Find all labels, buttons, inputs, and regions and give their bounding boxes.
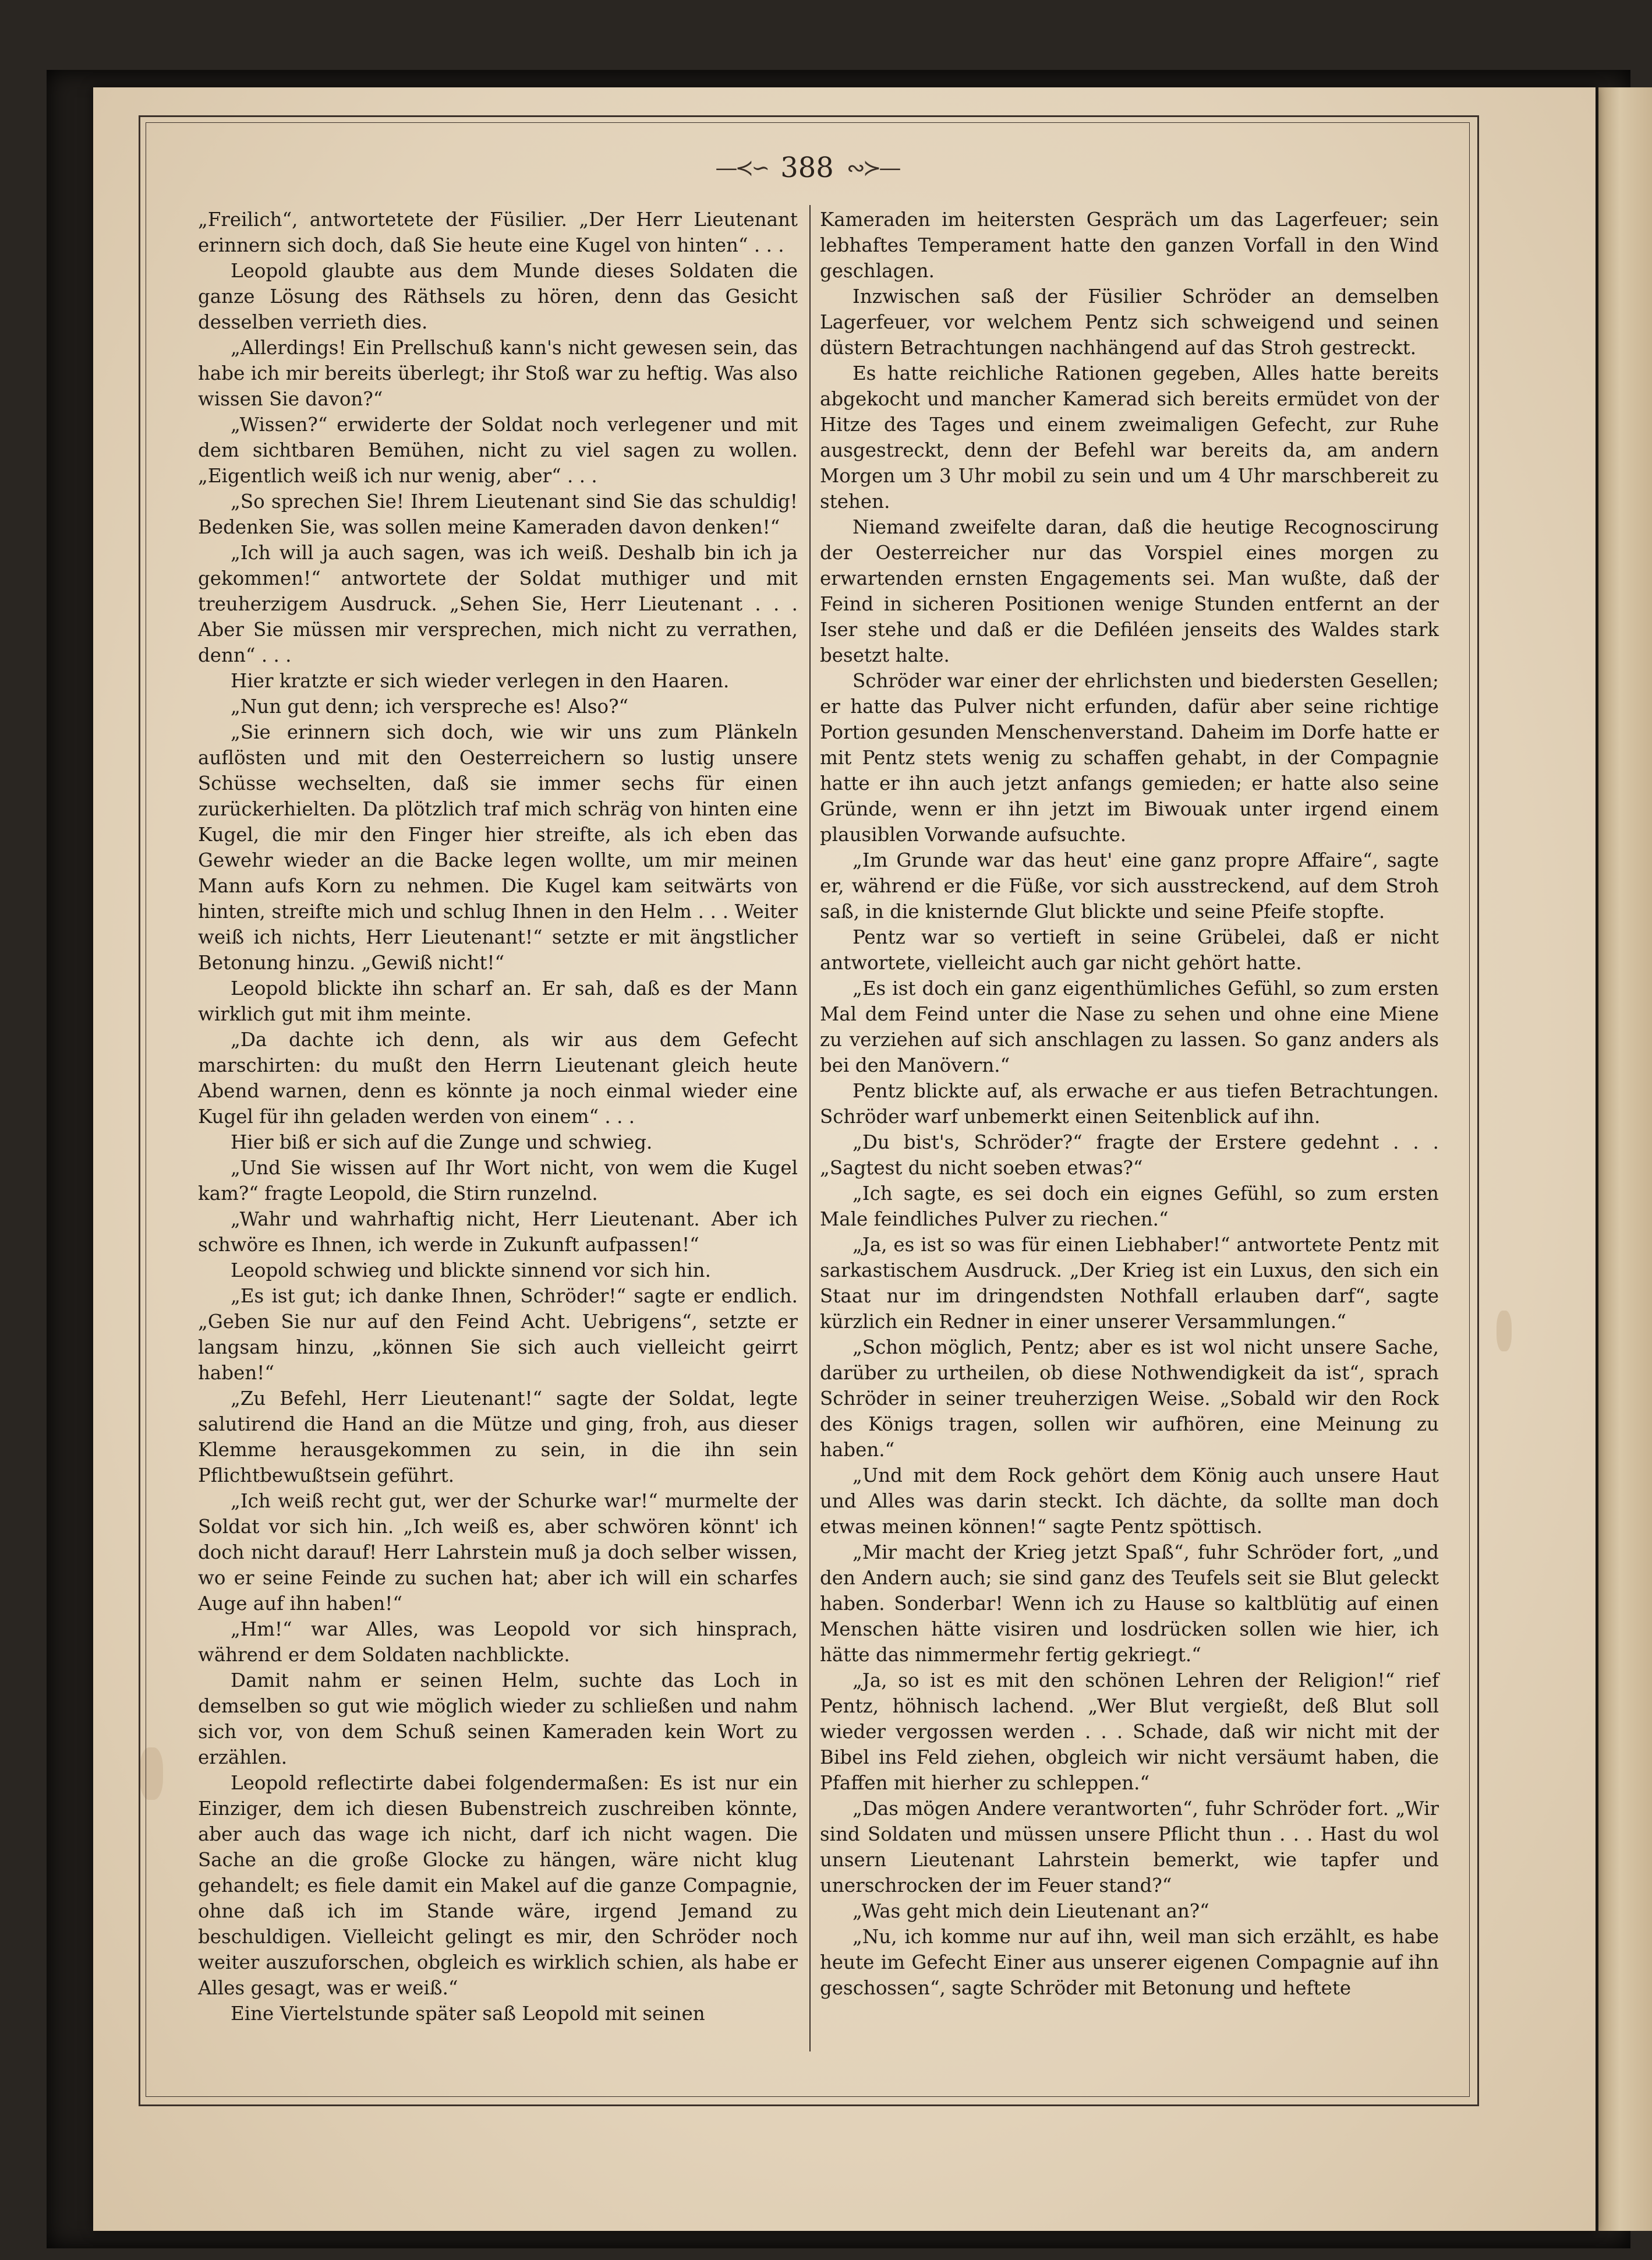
- paragraph: „Nu, ich komme nur auf ihn, weil man sich erzählt, es habe heute im Gefecht Einer aus unserer eigenen Compagnie auf ihn geschossen“, sagte Schröder mit Betonung und heftete: [820, 1926, 1439, 1999]
- paragraph: Niemand zweifelte daran, daß die heutige Recognoscirung der Oesterreicher nur das Vorspiel eines morgen zu erwartenden ernsten Engagements sei. Man wußte, daß der Feind in sicheren Positionen wenige Stunden entfernt an der Iser stehe und daß er die Defiléen jenseits des Waldes stark besetzt halte.: [820, 516, 1439, 666]
- paragraph: Leopold schwieg und blickte sinnend vor sich hin.: [231, 1259, 711, 1281]
- left-column: [198, 207, 798, 2026]
- paragraph: Hier biß er sich auf die Zunge und schwieg.: [231, 1131, 653, 1153]
- paragraph: „Und mit dem Rock gehört dem König auch unsere Haut und Alles was darin steckt. Ich dächte, da sollte man doch etwas meinen können!“ sagte Pentz spöttisch.: [820, 1464, 1439, 1538]
- page-header: [146, 144, 1469, 191]
- paragraph: „Ich will ja auch sagen, was ich weiß. Deshalb bin ich ja gekommen!“ antwortete der Soldat muthiger und mit treuherzigem Ausdruck. „Sehen Sie, Herr Lieutenant . . . Aber Sie müssen mir versprechen, mich nicht zu verrathen, denn“ . . .: [198, 542, 798, 666]
- paragraph: Es hatte reichliche Rationen gegeben, Alles hatte bereits abgekocht und mancher Kamerad sich bereits ermüdet von der Hitze des Tages und einem zweimaligen Gefecht, zur Ruhe ausgestreckt, denn der Befehl war bereits da, am andern Morgen um 3 Uhr mobil zu sein und um 4 Uhr marschbereit zu stehen.: [820, 362, 1439, 513]
- paragraph: Damit nahm er seinen Helm, suchte das Loch in demselben so gut wie möglich wieder zu schließen und nahm sich vor, von dem Schuß seinen Kameraden kein Wort zu erzählen.: [198, 1669, 798, 1768]
- paragraph: „Du bist's, Schröder?“ fragte der Erstere gedehnt . . . „Sagtest du nicht soeben etwas?“: [820, 1131, 1439, 1179]
- column-divider: [809, 205, 811, 2051]
- ornament-right: ∾≻—: [846, 155, 899, 181]
- paragraph: Hier kratzte er sich wieder verlegen in den Haaren.: [231, 670, 730, 692]
- paragraph: „Ich weiß recht gut, wer der Schurke war!“ murmelte der Soldat vor sich hin. „Ich weiß es, aber schwören könnt' ich doch nicht darauf! Herr Lahrstein muß ja doch selber wissen, wo er seine Feinde zu suchen hat; aber ich will ein scharfes Auge auf ihn haben!“: [198, 1490, 798, 1615]
- paragraph: „Sie erinnern sich doch, wie wir uns zum Plänkeln auflösten und mit den Oesterreichern so lustig unsere Schüsse wechselten, daß sie immer sechs für einen zurückerhielten. Da plötzlich traf mich schräg von hinten eine Kugel, die mir den Finger hier streifte, als ich eben das Gewehr wieder an die Backe legen wollte, um mir meinen Mann aufs Korn zu nehmen. Die Kugel kam seitwärts von hinten, streifte mich und schlug Ihnen in den Helm . . . Weiter weiß ich nichts, Herr Lieutenant!“ setzte er mit ängstlicher Betonung hinzu. „Gewiß nicht!“: [198, 721, 798, 974]
- paragraph: Kameraden im heitersten Gespräch um das Lagerfeuer; sein lebhaftes Temperament hatte den ganzen Vorfall in den Wind geschlagen.: [820, 209, 1439, 282]
- paragraph: „Im Grunde war das heut' eine ganz propre Affaire“, sagte er, während er die Füße, vor sich ausstreckend, auf dem Stroh saß, in die knisternde Glut blickte und seine Pfeife stopfte.: [820, 849, 1439, 923]
- paragraph: „Wissen?“ erwiderte der Soldat noch verlegener und mit dem sichtbaren Bemühen, nicht zu viel sagen zu wollen. „Eigentlich weiß ich nur wenig, aber“ . . .: [198, 414, 798, 487]
- paragraph: „Es ist gut; ich danke Ihnen, Schröder!“ sagte er endlich. „Geben Sie nur auf den Feind Acht. Uebrigens“, setzte er langsam hinzu, „können Sie sich auch vielleicht geirrt haben!“: [198, 1285, 798, 1384]
- paragraph: „Schon möglich, Pentz; aber es ist wol nicht unsere Sache, darüber zu urtheilen, ob diese Nothwendigkeit da ist“, sprach Schröder in seiner treuherzigen Weise. „Sobald wir den Rock des Königs tragen, sollen wir aufhören, eine Meinung zu haben.“: [820, 1336, 1439, 1461]
- paragraph: „Ja, es ist so was für einen Liebhaber!“ antwortete Pentz mit sarkastischem Ausdruck. „Der Krieg ist ein Luxus, den sich ein Staat nur im dringendsten Nothfall erlauben darf“, sagte kürzlich ein Redner in einer unserer Versammlungen.“: [820, 1234, 1439, 1333]
- paragraph: „Hm!“ war Alles, was Leopold vor sich hinsprach, während er dem Soldaten nachblickte.: [198, 1618, 798, 1666]
- paragraph: Leopold reflectirte dabei folgendermaßen: Es ist nur ein Einziger, dem ich diesen Bubenstreich zuschreiben könnte, aber auch das wage ich nicht, darf ich nicht wagen. Die Sache an die große Glocke zu hängen, wäre nicht klug gehandelt; es fiele damit ein Makel auf die ganze Compagnie, ohne daß ich im Stande wäre, irgend Jemand zu beschuldigen. Vielleicht gelingt es mir, den Schröder noch weiter auszuforschen, obgleich es wirklich schien, als habe er Alles gesagt, was er weiß.“: [198, 1772, 798, 1999]
- paragraph: Pentz blickte auf, als erwache er aus tiefen Betrachtungen. Schröder warf unbemerkt einen Seitenblick auf ihn.: [820, 1080, 1439, 1128]
- paragraph: „Es ist doch ein ganz eigenthümliches Gefühl, so zum ersten Mal dem Feind unter die Nase zu sehen und ohne eine Miene zu verziehen auf sich anschlagen zu lassen. So ganz anders als bei den Manövern.“: [820, 977, 1439, 1076]
- paper-stain: [1497, 1311, 1512, 1351]
- paragraph: „Wahr und wahrhaftig nicht, Herr Lieutenant. Aber ich schwöre es Ihnen, ich werde in Zukunft aufpassen!“: [198, 1208, 798, 1256]
- paragraph: Inzwischen saß der Füsilier Schröder an demselben Lagerfeuer, vor welchem Pentz sich schweigend und seinen düstern Betrachtungen nachhängend auf das Stroh gestreckt.: [820, 285, 1439, 359]
- page-number: 388: [780, 151, 834, 184]
- paragraph: „Und Sie wissen auf Ihr Wort nicht, von wem die Kugel kam?“ fragte Leopold, die Stirn runzelnd.: [198, 1157, 798, 1205]
- paragraph: Pentz war so vertieft in seine Grübelei, daß er nicht antwortete, vielleicht auch gar nicht gehört hatte.: [820, 926, 1439, 974]
- ornament-left: —≺∽: [715, 155, 768, 181]
- paragraph: „Zu Befehl, Herr Lieutenant!“ sagte der Soldat, legte salutirend die Hand an die Mütze und ging, froh, aus dieser Klemme herausgekommen zu sein, in die ihn sein Pflichtbewußtsein geführt.: [198, 1387, 798, 1486]
- paragraph: „Ich sagte, es sei doch ein eignes Gefühl, so zum ersten Male feindliches Pulver zu riechen.“: [820, 1182, 1439, 1230]
- paragraph: „Was geht mich dein Lieutenant an?“: [852, 1900, 1209, 1922]
- paragraph: Leopold glaubte aus dem Munde dieses Soldaten die ganze Lösung des Räthsels zu hören, denn das Gesicht desselben verrieth dies.: [198, 260, 798, 333]
- paragraph: Eine Viertelstunde später saß Leopold mit seinen: [231, 2003, 705, 2025]
- paragraph: „Nun gut denn; ich verspreche es! Also?“: [231, 695, 629, 718]
- paragraph: „Ja, so ist es mit den schönen Lehren der Religion!“ rief Pentz, höhnisch lachend. „Wer Blut vergießt, deß Blut soll wieder vergossen werden . . . Schade, daß wir nicht mit der Bibel ins Feld ziehen, obgleich wir nicht versäumt haben, die Pfaffen mit hierher zu schleppen.“: [820, 1669, 1439, 1794]
- paragraph: Schröder war einer der ehrlichsten und biedersten Gesellen; er hatte das Pulver nicht erfunden, dafür aber seine richtige Portion gesunden Menschenverstand. Daheim im Dorfe hatte er mit Pentz stets wenig zu schaffen gehabt, in der Compagnie hatte er ihn auch jetzt anfangs gemieden; er hatte also seine Gründe, wenn er ihn jetzt im Biwouak unter irgend einem plausiblen Vorwande aufsuchte.: [820, 670, 1439, 846]
- paragraph: „Mir macht der Krieg jetzt Spaß“, fuhr Schröder fort, „und den Andern auch; sie sind ganz des Teufels seit sie Blut geleckt haben. Sonderbar! Wenn ich zu Hause so kaltblütig auf einen Menschen hätte visiren und losdrücken sollen wie hier, ich hätte das nimmermehr fertig gekriegt.“: [820, 1541, 1439, 1666]
- paragraph: „Freilich“, antwortetete der Füsilier. „Der Herr Lieutenant erinnern sich doch, daß Sie heute eine Kugel von hinten“ . . .: [198, 209, 798, 256]
- paragraph: „Da dachte ich denn, als wir aus dem Gefecht marschirten: du mußt den Herrn Lieutenant gleich heute Abend warnen, denn es könnte ja noch einmal wieder eine Kugel für ihn geladen werden von einem“ . . .: [198, 1029, 798, 1128]
- paragraph: „So sprechen Sie! Ihrem Lieutenant sind Sie das schuldig! Bedenken Sie, was sollen meine Kameraden davon denken!“: [198, 490, 798, 538]
- paragraph: Leopold blickte ihn scharf an. Er sah, daß es der Mann wirklich gut mit ihm meinte.: [198, 977, 798, 1025]
- paragraph: „Das mögen Andere verantworten“, fuhr Schröder fort. „Wir sind Soldaten und müssen unsere Pflicht thun . . . Hast du wol unsern Lieutenant Lahrstein bemerkt, wie tapfer und unerschrocken der im Feuer stand?“: [820, 1798, 1439, 1897]
- next-page-edge: [1598, 87, 1652, 2231]
- right-column: [820, 207, 1439, 2001]
- paragraph: „Allerdings! Ein Prellschuß kann's nicht gewesen sein, das habe ich mir bereits überlegt; ihr Stoß war zu heftig. Was also wissen Sie davon?“: [198, 337, 798, 410]
